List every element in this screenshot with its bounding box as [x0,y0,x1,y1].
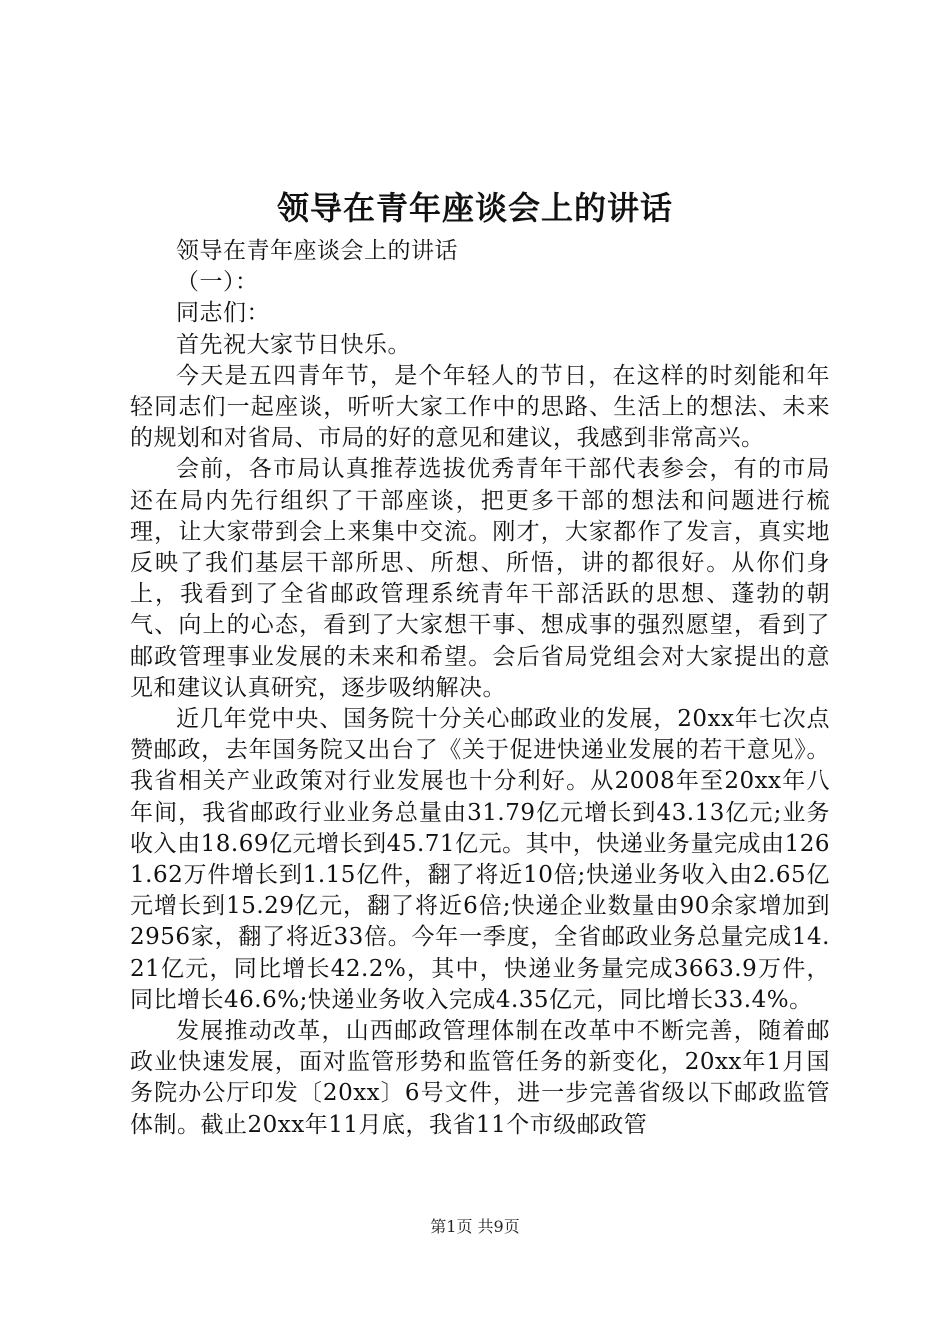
paragraph-meeting: 会前，各市局认真推荐选拔优秀青年干部代表参会，有的市局还在局内先行组织了干部座谈，把更多干部的想法和问题进行梳理，让大家带到会上来集中交流。刚才，大家都作了发言，真实地反映了我们基层干部所思、所想、所悟，讲的都很好。从你们身上，我看到了全省邮政管理系统青年干部活跃的思想、蓬勃的朝气、向上的心态，看到了大家想干事、想成事的强烈愿望，看到了邮政管理事业发展的未来和希望。会后省局党组会对大家提出的意见和建议认真研究，逐步吸纳解决。 [130,456,830,701]
paragraph-reform: 发展推动改革，山西邮政管理体制在改革中不断完善，随着邮政业快速发展，面对监管形势和监管任务的新变化，20xx年1月国务院办公厅印发〔20xx〕6号文件，进一步完善省级以下邮政监管体制。截止20xx年11月底，我省11个市级邮政管 [130,1018,830,1138]
paragraph-subtitle: 领导在青年座谈会上的讲话 [176,238,458,264]
paragraph-intro: 今天是五四青年节，是个年轻人的节日，在这样的时刻能和年轻同志们一起座谈，听听大家工作中的思路、生活上的想法、未来的规划和对省局、市局的好的意见和建议，我感到非常高兴。 [130,362,830,452]
document-body [130,236,830,1141]
paragraph-greeting: 首先祝大家节日快乐。 [176,331,411,358]
paragraph-statistics: 近几年党中央、国务院十分关心邮政业的发展，20xx年七次点赞邮政，去年国务院又出台了《关于促进快递业发展的若干意见》。我省相关产业政策对行业发展也十分利好。从2008年至20xx年八年间，我省邮政行业业务总量由31.79亿元增长到43.13亿元;业务收入由18.69亿元增长到45.71亿元。其中，快递业务量完成由1261.62万件增长到1.15亿件，翻了将近10倍;快递业务收入由2.65亿元增长到15.29亿元，翻了将近6倍;快递企业数量由90余家增加到2956家，翻了将近33倍。今年一季度，全省邮政业务总量完成14.21亿元，同比增长42.2%，其中，快递业务量完成3663.9万件，同比增长46.6%;快递业务收入完成4.35亿元，同比增长33.4%。 [130,706,830,1013]
page-footer: 第1页 共9页 [430,1217,520,1236]
paragraph-salutation: 同志们： [176,300,270,327]
paragraph-section-marker: （一）： [176,269,259,296]
document-title: 领导在青年座谈会上的讲话 [276,189,673,227]
